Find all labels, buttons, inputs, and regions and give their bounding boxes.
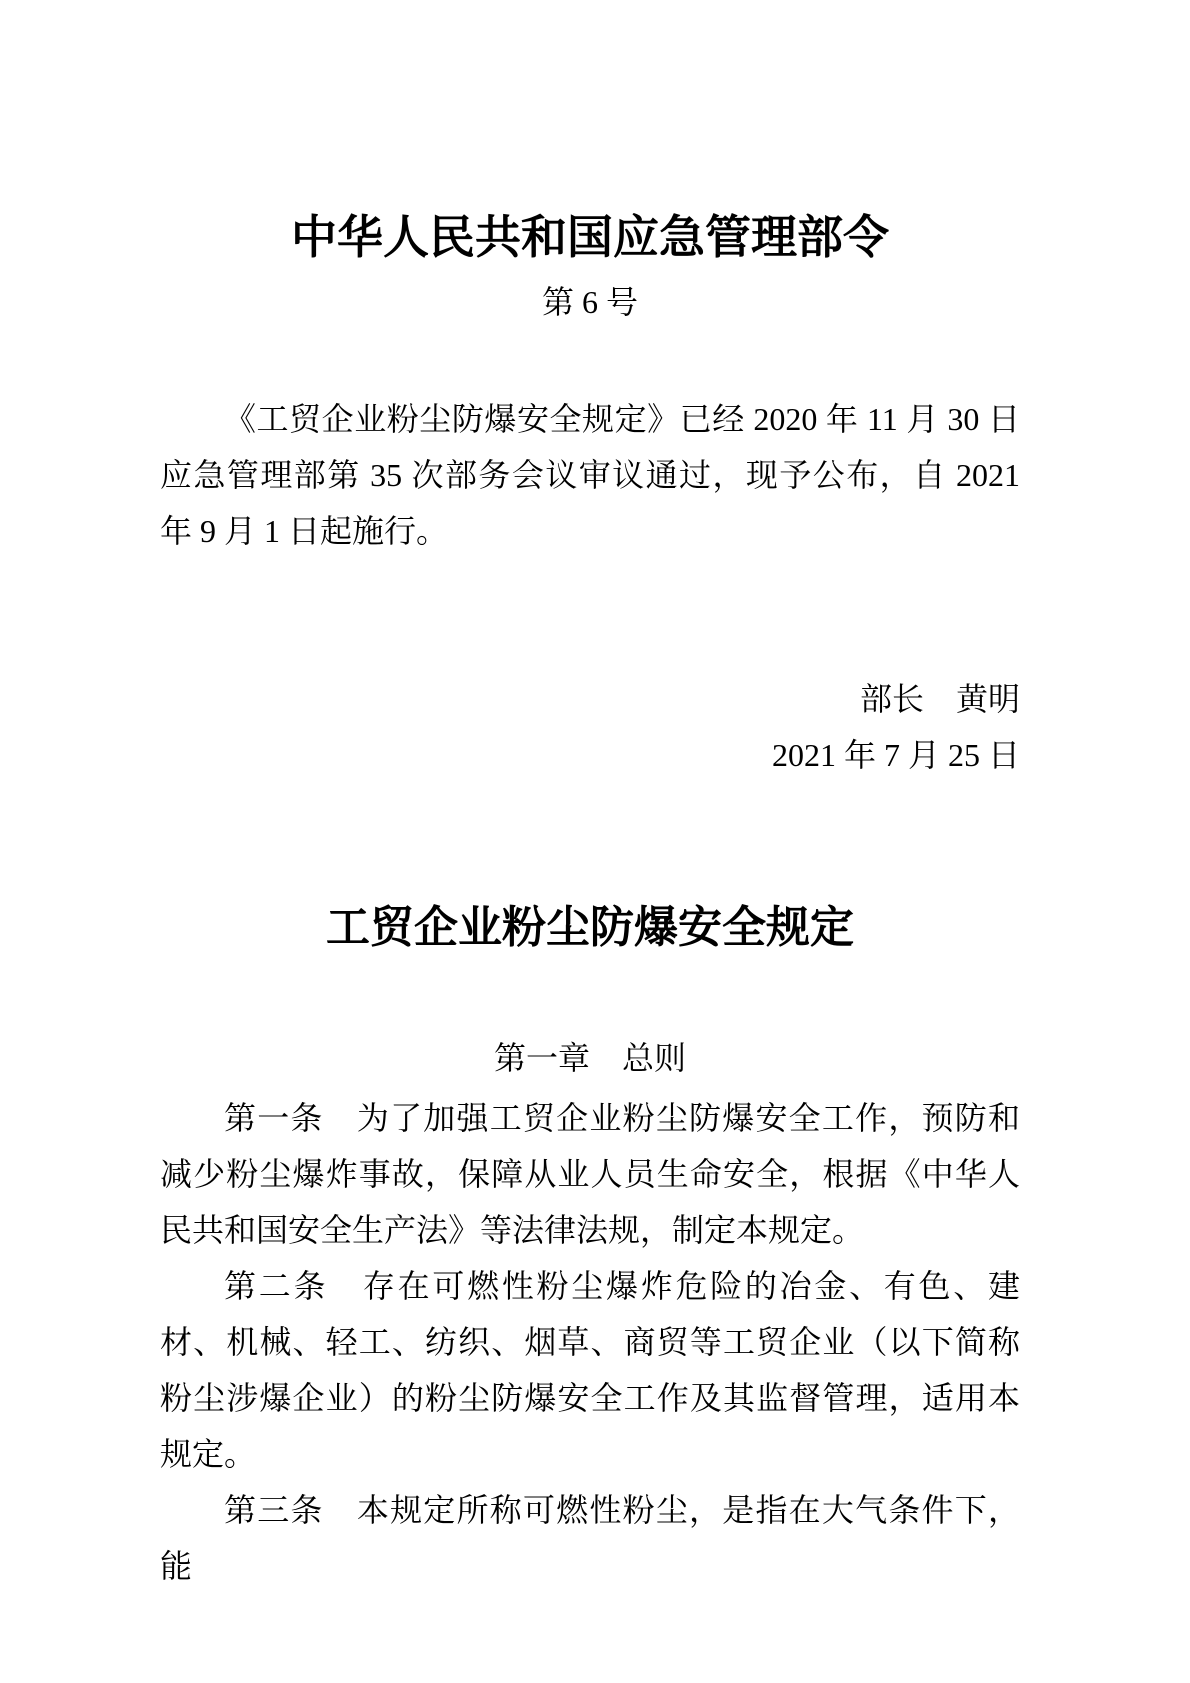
signature-date: 2021 年 7 月 25 日 [771,737,1020,773]
ministry-order-title: 中华人民共和国应急管理部令 [291,212,889,263]
chapter-heading: 第一章 总则 [493,1040,686,1076]
article-2-paragraph: 第二条 存在可燃性粉尘爆炸危险的冶金、有色、建材、机械、轻工、纺织、烟草、商贸等工贸企业（以下简称粉尘涉爆企业）的粉尘防爆安全工作及其监督管理，适用本规定。 [160,1268,1020,1472]
order-number: 第 6 号 [541,284,638,320]
regulation-title: 工贸企业粉尘防爆安全规定 [326,903,854,952]
article-1-paragraph: 第一条 为了加强工贸企业粉尘防爆安全工作，预防和减少粉尘爆炸事故，保障从业人员生命安全，根据《中华人民共和国安全生产法》等法律法规，制定本规定。 [160,1100,1020,1248]
signer-line: 部长 黄明 [859,681,1020,717]
article-3-paragraph: 第三条 本规定所称可燃性粉尘，是指在大气条件下，能 [160,1492,1020,1584]
announcement-paragraph: 《工贸企业粉尘防爆安全规定》已经 2020 年 11 月 30 日应急管理部第 35 次部务会议审议通过，现予公布，自 2021 年 9 月 1 日起施行。 [160,401,1020,549]
